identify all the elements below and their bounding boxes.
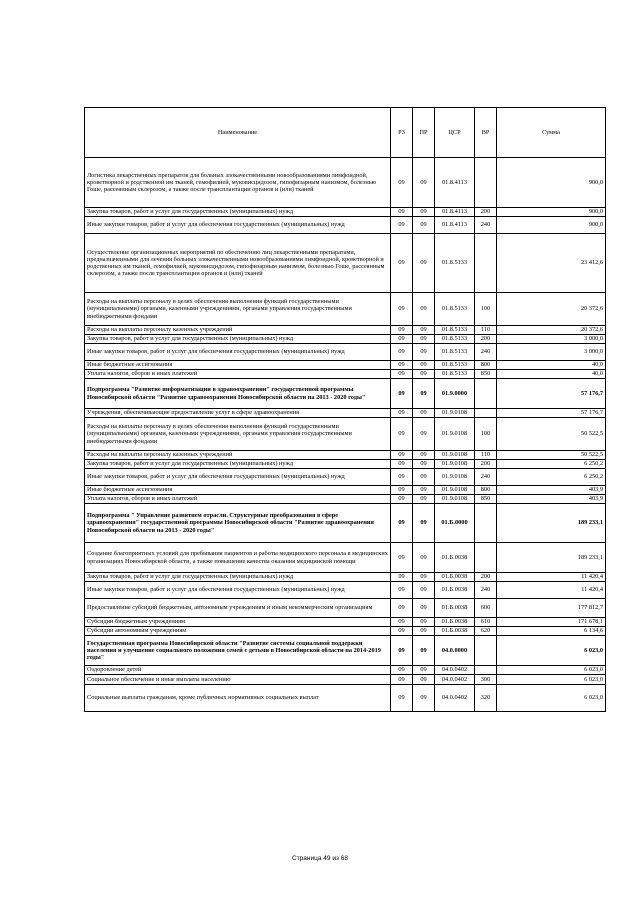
- cell-name: Расходы на выплаты персоналу казенных учреждений: [85, 326, 391, 335]
- cell-csr: 01.8.5133: [435, 344, 475, 361]
- cell-rz: 09: [391, 344, 413, 361]
- cell-sum: 189 233,1: [497, 543, 606, 573]
- cell-rz: 09: [391, 675, 413, 685]
- cell-vr: [475, 234, 497, 293]
- header-csr: ЦСР: [435, 108, 475, 158]
- table-row: [85, 293, 606, 326]
- header-vr: ВР: [475, 108, 497, 158]
- cell-rz: 09: [391, 335, 413, 344]
- cell-csr: 01.8.5133: [435, 234, 475, 293]
- cell-sum: 6 134,6: [497, 627, 606, 636]
- cell-name: Осуществление организационных мероприятий по обеспечению лиц лекарственными препаратами, предназначенными для лечения больных злокачественными новообразованиями лимфоидной, кроветворной и родственных им тканей, гемофилией, муковисцидозом, гипофизарным нанизмом, болезнью Гоше, рассеянным склерозом, а также после трансплантации органов и (или) тканей: [85, 234, 391, 293]
- table-row: [85, 627, 606, 636]
- table-row: [85, 208, 606, 217]
- cell-vr: [475, 379, 497, 409]
- cell-sum: 40,0: [497, 361, 606, 370]
- cell-rz: 09: [391, 418, 413, 451]
- table-row: [85, 636, 606, 666]
- cell-rz: 09: [391, 685, 413, 712]
- cell-vr: 240: [475, 469, 497, 486]
- table-row: [85, 675, 606, 685]
- cell-vr: 200: [475, 335, 497, 344]
- table-row: [85, 451, 606, 460]
- cell-pr: 09: [413, 409, 435, 418]
- table-row: [85, 543, 606, 573]
- cell-pr: 09: [413, 460, 435, 469]
- table-row: [85, 618, 606, 627]
- cell-pr: 09: [413, 666, 435, 675]
- cell-name: Подпрограмма " Управление развитием отрасли. Структурные преобразования в сфере здравоохранения" государственной программы Новосибирской области "Развитие здравоохранения Новосибирской области на 2013 - 2020 годы": [85, 504, 391, 543]
- cell-rz: 09: [391, 234, 413, 293]
- cell-rz: 09: [391, 486, 413, 495]
- cell-sum: 20 372,6: [497, 326, 606, 335]
- table-row: [85, 486, 606, 495]
- cell-sum: 50 522,5: [497, 451, 606, 460]
- cell-vr: 850: [475, 495, 497, 504]
- cell-vr: 200: [475, 208, 497, 217]
- cell-vr: 200: [475, 573, 497, 582]
- cell-pr: 09: [413, 361, 435, 370]
- cell-sum: 189 233,1: [497, 504, 606, 543]
- cell-vr: 100: [475, 418, 497, 451]
- cell-name: Социальные выплаты гражданам, кроме публичных нормативных социальных выплат: [85, 685, 391, 712]
- cell-csr: 04.0.0402: [435, 675, 475, 685]
- cell-sum: 50 522,5: [497, 418, 606, 451]
- cell-sum: 6 250,2: [497, 460, 606, 469]
- cell-vr: 110: [475, 451, 497, 460]
- cell-pr: 09: [413, 208, 435, 217]
- cell-rz: 09: [391, 666, 413, 675]
- cell-csr: 01.8.4113: [435, 208, 475, 217]
- cell-name: Подпрограмма "Развитие информатизации в здравоохранении" государственной программы Новосибирской области "Развитие здравоохранения Новосибирской области на 2013 - 2020 годы": [85, 379, 391, 409]
- cell-sum: 57 176,7: [497, 379, 606, 409]
- cell-pr: 09: [413, 636, 435, 666]
- table-row: [85, 409, 606, 418]
- cell-pr: 09: [413, 504, 435, 543]
- cell-pr: 09: [413, 495, 435, 504]
- cell-name: Государственная программа Новосибирской области "Развитие системы социальной поддержки населения и улучшение социального положения семей с детьми в Новосибирской области на 2014-2019 годы": [85, 636, 391, 666]
- cell-rz: 09: [391, 158, 413, 208]
- cell-vr: 600: [475, 599, 497, 618]
- cell-pr: 09: [413, 370, 435, 379]
- cell-csr: 01.Б.0038: [435, 599, 475, 618]
- cell-csr: 04.0.0402: [435, 685, 475, 712]
- table-row: [85, 685, 606, 712]
- cell-sum: 6 023,0: [497, 685, 606, 712]
- cell-pr: 09: [413, 469, 435, 486]
- cell-vr: 200: [475, 460, 497, 469]
- table-row: [85, 344, 606, 361]
- cell-csr: 01.Б.0038: [435, 543, 475, 573]
- cell-csr: 01.9.0108: [435, 495, 475, 504]
- cell-name: Закупка товаров, работ и услуг для государственных (муниципальных) нужд: [85, 460, 391, 469]
- cell-vr: 240: [475, 217, 497, 234]
- cell-csr: 01.8.4113: [435, 217, 475, 234]
- cell-sum: 6 023,0: [497, 666, 606, 675]
- cell-rz: 09: [391, 495, 413, 504]
- cell-sum: 6 023,0: [497, 636, 606, 666]
- cell-csr: 01.9.0108: [435, 486, 475, 495]
- cell-rz: 09: [391, 361, 413, 370]
- cell-sum: 3 000,0: [497, 344, 606, 361]
- cell-csr: 01.Б.0038: [435, 618, 475, 627]
- cell-rz: 09: [391, 409, 413, 418]
- cell-name: Предоставление субсидий бюджетным, автономным учреждениям и иным некоммерческим организациям: [85, 599, 391, 618]
- cell-pr: 09: [413, 293, 435, 326]
- cell-rz: 09: [391, 573, 413, 582]
- cell-vr: 610: [475, 618, 497, 627]
- budget-table: [84, 107, 606, 712]
- cell-sum: 20 372,6: [497, 293, 606, 326]
- cell-sum: 403,9: [497, 486, 606, 495]
- cell-sum: 900,0: [497, 158, 606, 208]
- cell-rz: 09: [391, 208, 413, 217]
- table-row: [85, 335, 606, 344]
- cell-csr: 01.9.0108: [435, 409, 475, 418]
- cell-vr: 100: [475, 293, 497, 326]
- cell-name: Иные закупки товаров, работ и услуг для обеспечения государственных (муниципальных) нужд: [85, 217, 391, 234]
- cell-pr: 09: [413, 675, 435, 685]
- cell-pr: 09: [413, 618, 435, 627]
- table-row: [85, 504, 606, 543]
- cell-csr: 01.8.4113: [435, 158, 475, 208]
- cell-rz: 09: [391, 451, 413, 460]
- table-body: [85, 158, 606, 712]
- cell-sum: 6 250,2: [497, 469, 606, 486]
- cell-rz: 09: [391, 370, 413, 379]
- header-sum: Сумма: [497, 108, 606, 158]
- cell-pr: 09: [413, 344, 435, 361]
- cell-csr: 01.9.0108: [435, 451, 475, 460]
- cell-pr: 09: [413, 158, 435, 208]
- table-row: [85, 495, 606, 504]
- table-row: [85, 361, 606, 370]
- cell-name: Закупка товаров, работ и услуг для государственных (муниципальных) нужд: [85, 208, 391, 217]
- cell-name: Субсидии автономным учреждениям: [85, 627, 391, 636]
- cell-pr: 09: [413, 582, 435, 599]
- cell-vr: [475, 666, 497, 675]
- cell-vr: 300: [475, 675, 497, 685]
- cell-csr: 01.9.0108: [435, 469, 475, 486]
- cell-pr: 09: [413, 217, 435, 234]
- cell-vr: [475, 409, 497, 418]
- cell-vr: 620: [475, 627, 497, 636]
- cell-name: Иные бюджетные ассигнования: [85, 361, 391, 370]
- cell-vr: [475, 504, 497, 543]
- cell-rz: 09: [391, 326, 413, 335]
- cell-sum: 177 812,7: [497, 599, 606, 618]
- cell-name: Расходы на выплаты персоналу в целях обеспечения выполнения функций государственными (муниципальными) органами, казенными учреждениями, органами управления государственными внебюджетными фондами: [85, 418, 391, 451]
- cell-csr: 01.Б.0038: [435, 627, 475, 636]
- cell-pr: 09: [413, 486, 435, 495]
- cell-rz: 09: [391, 627, 413, 636]
- cell-name: Иные закупки товаров, работ и услуг для обеспечения государственных (муниципальных) нужд: [85, 582, 391, 599]
- cell-name: Уплата налогов, сборов и иных платежей: [85, 370, 391, 379]
- cell-sum: 900,0: [497, 217, 606, 234]
- cell-csr: 04.0.0402: [435, 666, 475, 675]
- cell-rz: 09: [391, 469, 413, 486]
- cell-rz: 09: [391, 582, 413, 599]
- cell-rz: 09: [391, 636, 413, 666]
- cell-pr: 09: [413, 326, 435, 335]
- header-rz: РЗ: [391, 108, 413, 158]
- cell-vr: [475, 158, 497, 208]
- cell-vr: 240: [475, 582, 497, 599]
- cell-vr: 320: [475, 685, 497, 712]
- cell-csr: 01.9.0108: [435, 418, 475, 451]
- table-row: [85, 460, 606, 469]
- cell-sum: 23 412,6: [497, 234, 606, 293]
- cell-sum: 11 420,4: [497, 573, 606, 582]
- cell-csr: 01.8.5133: [435, 293, 475, 326]
- table-row: [85, 370, 606, 379]
- cell-rz: 09: [391, 599, 413, 618]
- cell-vr: 240: [475, 344, 497, 361]
- cell-rz: 09: [391, 543, 413, 573]
- cell-csr: 01.8.5133: [435, 326, 475, 335]
- cell-pr: 09: [413, 543, 435, 573]
- cell-sum: 900,0: [497, 208, 606, 217]
- cell-name: Закупка товаров, работ и услуг для государственных (муниципальных) нужд: [85, 573, 391, 582]
- cell-rz: 09: [391, 293, 413, 326]
- header-pr: ПР: [413, 108, 435, 158]
- cell-name: Субсидии бюджетным учреждениям: [85, 618, 391, 627]
- cell-name: Закупка товаров, работ и услуг для государственных (муниципальных) нужд: [85, 335, 391, 344]
- cell-csr: 01.8.5133: [435, 370, 475, 379]
- table-row: [85, 573, 606, 582]
- cell-name: Расходы на выплаты персоналу казенных учреждений: [85, 451, 391, 460]
- cell-pr: 09: [413, 418, 435, 451]
- cell-rz: 09: [391, 217, 413, 234]
- table-row: [85, 666, 606, 675]
- cell-name: Расходы на выплаты персоналу в целях обеспечения выполнения функций государственными (муниципальными) органами, казенными учреждениями, органами управления государственными внебюджетными фондами: [85, 293, 391, 326]
- cell-vr: [475, 636, 497, 666]
- cell-name: Иные закупки товаров, работ и услуг для обеспечения государственных (муниципальных) нужд: [85, 469, 391, 486]
- cell-vr: 850: [475, 370, 497, 379]
- table-header-row: [85, 108, 606, 158]
- cell-pr: 09: [413, 599, 435, 618]
- cell-csr: 01.9.0000: [435, 379, 475, 409]
- cell-rz: 09: [391, 379, 413, 409]
- cell-name: Уплата налогов, сборов и иных платежей: [85, 495, 391, 504]
- cell-csr: 01.8.5133: [435, 361, 475, 370]
- table-row: [85, 599, 606, 618]
- cell-name: Создание благоприятных условий для пребывания пациентов и работы медицинского персонала в медицинских организациях Новосибирской области, а также повышение качества оказания медицинской помощи: [85, 543, 391, 573]
- cell-csr: 01.Б.0038: [435, 582, 475, 599]
- cell-name: Иные закупки товаров, работ и услуг для обеспечения государственных (муниципальных) нужд: [85, 344, 391, 361]
- cell-csr: 04.0.0000: [435, 636, 475, 666]
- cell-sum: 171 678,1: [497, 618, 606, 627]
- table-row: [85, 469, 606, 486]
- cell-sum: 6 023,0: [497, 675, 606, 685]
- cell-sum: 403,9: [497, 495, 606, 504]
- cell-name: Оздоровление детей: [85, 666, 391, 675]
- table-row: [85, 158, 606, 208]
- cell-csr: 01.8.5133: [435, 335, 475, 344]
- cell-sum: 11 420,4: [497, 582, 606, 599]
- table-row: [85, 217, 606, 234]
- cell-name: Учреждения, обеспечивающие предоставление услуг в сфере здравоохранения: [85, 409, 391, 418]
- cell-sum: 3 000,0: [497, 335, 606, 344]
- cell-pr: 09: [413, 573, 435, 582]
- cell-rz: 09: [391, 504, 413, 543]
- cell-pr: 09: [413, 685, 435, 712]
- table-row: [85, 379, 606, 409]
- cell-rz: 09: [391, 460, 413, 469]
- table-row: [85, 582, 606, 599]
- cell-rz: 09: [391, 618, 413, 627]
- cell-sum: 57 176,7: [497, 409, 606, 418]
- header-name: Наименование: [85, 108, 391, 158]
- cell-pr: 09: [413, 335, 435, 344]
- cell-vr: 110: [475, 326, 497, 335]
- cell-vr: [475, 543, 497, 573]
- table-row: [85, 234, 606, 293]
- table-row: [85, 418, 606, 451]
- cell-csr: 01.9.0108: [435, 460, 475, 469]
- page-number: Страница 49 из 68: [292, 855, 348, 862]
- cell-name: Логистика лекарственных препаратов для больных злокачественными новообразованиями лимфоидной, кроветворной и родственной им тканей, гемофилией, муковисцидозом, гипофизарным нанизмом, болезнью Гоше, рассеянным склерозом, а также после трансплантации органов и (или) тканей: [85, 158, 391, 208]
- cell-pr: 09: [413, 379, 435, 409]
- cell-name: Иные бюджетные ассигнования: [85, 486, 391, 495]
- cell-name: Социальное обеспечение и иные выплаты населению: [85, 675, 391, 685]
- cell-pr: 09: [413, 234, 435, 293]
- cell-sum: 40,0: [497, 370, 606, 379]
- cell-pr: 09: [413, 627, 435, 636]
- cell-pr: 09: [413, 451, 435, 460]
- cell-vr: 800: [475, 486, 497, 495]
- cell-vr: 800: [475, 361, 497, 370]
- table-row: [85, 326, 606, 335]
- cell-csr: 01.Б.0000: [435, 504, 475, 543]
- cell-csr: 01.Б.0038: [435, 573, 475, 582]
